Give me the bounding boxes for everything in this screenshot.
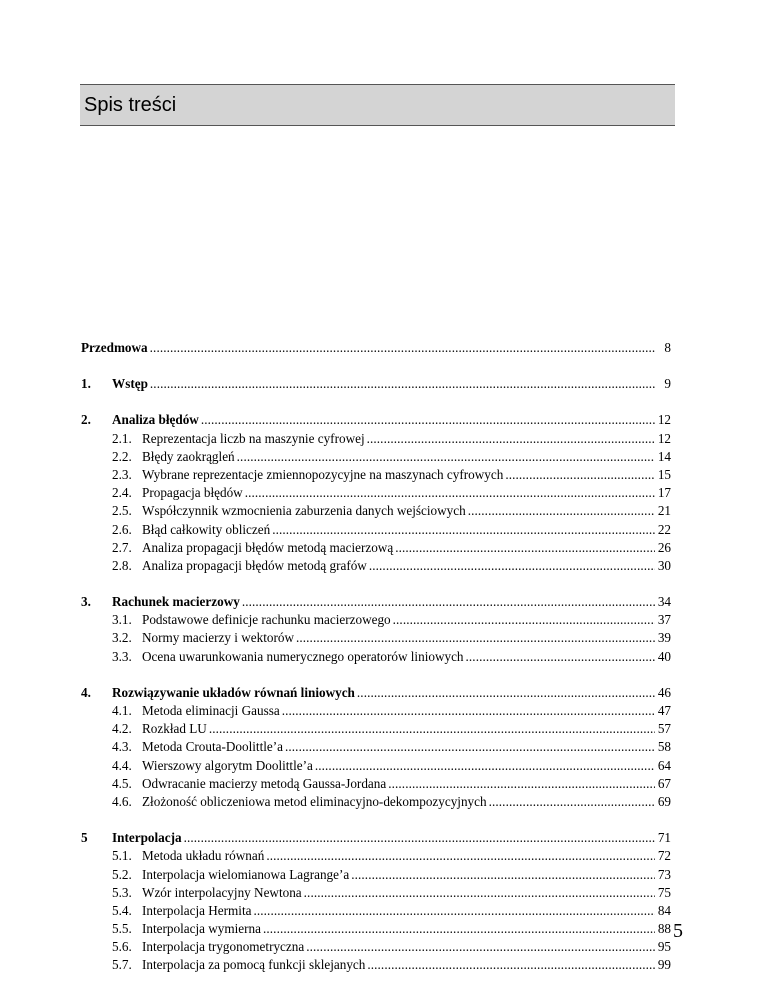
leader-dots bbox=[466, 648, 655, 666]
toc-section bbox=[112, 793, 671, 811]
leader-dots bbox=[505, 466, 655, 484]
leader-dots bbox=[266, 847, 655, 865]
toc-page-number: 12 bbox=[657, 430, 671, 446]
toc-page-number: 22 bbox=[657, 521, 671, 537]
toc-page-number: 95 bbox=[657, 939, 671, 955]
toc-section-label: Błąd całkowity obliczeń bbox=[142, 521, 271, 537]
toc-page-number: 30 bbox=[657, 557, 671, 573]
leader-dots bbox=[150, 339, 655, 357]
toc-chapter-label: Rozwiązywanie układów równań liniowych bbox=[112, 684, 355, 700]
toc-section-label: Interpolacja wielomianowa Lagrange’a bbox=[142, 866, 350, 882]
toc-page-number: 47 bbox=[657, 703, 671, 718]
toc-section-number: 4.6. bbox=[112, 793, 132, 809]
toc-section-label: Interpolacja Hermita bbox=[142, 902, 252, 918]
toc-section bbox=[112, 738, 671, 756]
toc-spacer bbox=[81, 357, 671, 375]
toc-page-number: 57 bbox=[657, 721, 671, 737]
leader-dots bbox=[369, 557, 655, 575]
leader-dots bbox=[237, 448, 655, 466]
toc-section-label: Wierszowy algorytm Doolittle’a bbox=[142, 757, 313, 773]
leader-dots bbox=[285, 738, 655, 756]
toc-section-number: 3.2. bbox=[112, 630, 132, 646]
toc-section bbox=[112, 430, 671, 448]
leader-dots bbox=[304, 884, 655, 902]
leader-dots bbox=[357, 684, 655, 702]
toc-chapter bbox=[81, 375, 671, 393]
toc-chapter-number: 1. bbox=[81, 376, 91, 392]
toc-section-number: 5.2. bbox=[112, 866, 132, 882]
toc-page-number: 40 bbox=[657, 648, 671, 664]
toc-section-label: Interpolacja trygonometryczna bbox=[142, 939, 305, 955]
toc-page-number: 39 bbox=[657, 630, 671, 646]
toc-section-label: Złożoność obliczeniowa metod eliminacyjno-dekompozycyjnych bbox=[142, 793, 487, 809]
toc-page-number: 14 bbox=[657, 448, 671, 464]
toc-chapter-label: Wstęp bbox=[112, 376, 148, 392]
leader-dots bbox=[245, 484, 655, 502]
page-number: 5 bbox=[673, 920, 683, 942]
toc-section bbox=[112, 775, 671, 793]
toc-section-number: 5.4. bbox=[112, 902, 132, 918]
toc-section bbox=[112, 847, 671, 865]
toc-section-number: 4.4. bbox=[112, 757, 132, 773]
leader-dots bbox=[468, 502, 655, 520]
toc-section-label: Analiza propagacji błędów metodą macierzową bbox=[142, 539, 394, 555]
leader-dots bbox=[150, 375, 655, 393]
leader-dots bbox=[395, 539, 655, 557]
toc-page-number: 67 bbox=[657, 775, 671, 791]
toc-section-number: 3.3. bbox=[112, 648, 132, 664]
toc-section-number: 5.1. bbox=[112, 848, 132, 864]
toc-section-number: 4.5. bbox=[112, 775, 132, 791]
toc-section-number: 4.2. bbox=[112, 721, 132, 737]
toc-section-label: Reprezentacja liczb na maszynie cyfrowej bbox=[142, 430, 365, 446]
toc-section bbox=[112, 956, 671, 974]
toc-page-number: 46 bbox=[657, 684, 671, 700]
toc-page-number: 37 bbox=[657, 612, 671, 628]
toc-page-number: 88 bbox=[657, 921, 671, 937]
leader-dots bbox=[306, 938, 655, 956]
toc-page-number: 99 bbox=[657, 957, 671, 973]
toc-chapter-number: 2. bbox=[81, 412, 91, 428]
toc-section-number: 2.5. bbox=[112, 503, 132, 519]
toc-section-label: Metoda układu równań bbox=[142, 848, 265, 864]
leader-dots bbox=[201, 411, 655, 429]
toc-section-label: Wybrane reprezentacje zmiennopozycyjne na maszynach cyfrowych bbox=[142, 466, 504, 482]
toc-section-number: 3.1. bbox=[112, 612, 132, 628]
toc-page-number: 8 bbox=[664, 340, 671, 355]
toc-section-number: 2.8. bbox=[112, 557, 132, 573]
toc-section-label: Podstawowe definicje rachunku macierzowego bbox=[142, 612, 391, 628]
toc-section-label: Interpolacja wymierna bbox=[142, 921, 261, 937]
toc-section-label: Błędy zaokrągleń bbox=[142, 448, 235, 464]
toc-section bbox=[112, 920, 671, 938]
toc-section-label: Normy macierzy i wektorów bbox=[142, 630, 294, 646]
toc-section-label: Analiza propagacji błędów metodą grafów bbox=[142, 557, 367, 573]
toc-chapter bbox=[81, 829, 671, 847]
toc-page-number: 15 bbox=[657, 466, 671, 482]
toc-section-label: Wzór interpolacyjny Newtona bbox=[142, 884, 302, 900]
toc-section-number: 5.7. bbox=[112, 957, 132, 973]
leader-dots bbox=[367, 430, 655, 448]
toc-section bbox=[112, 502, 671, 520]
toc-section-number: 2.2. bbox=[112, 448, 132, 464]
leader-dots bbox=[282, 702, 655, 720]
toc-section bbox=[112, 448, 671, 466]
toc-section-number: 2.3. bbox=[112, 466, 132, 482]
toc-section bbox=[112, 521, 671, 539]
toc-entry-label: Przedmowa bbox=[81, 340, 148, 355]
leader-dots bbox=[263, 920, 655, 938]
leader-dots bbox=[209, 720, 655, 738]
toc-chapter-number: 5 bbox=[81, 830, 88, 846]
toc-page-number: 26 bbox=[657, 539, 671, 555]
leader-dots bbox=[351, 866, 655, 884]
toc-page-number: 9 bbox=[664, 376, 671, 392]
toc-section bbox=[112, 884, 671, 902]
toc-page-number: 17 bbox=[657, 485, 671, 501]
toc-section bbox=[112, 484, 671, 502]
toc-section bbox=[112, 648, 671, 666]
leader-dots bbox=[393, 611, 655, 629]
toc-section-number: 4.3. bbox=[112, 739, 132, 755]
toc-chapter bbox=[81, 593, 671, 611]
toc-section-number: 5.5. bbox=[112, 921, 132, 937]
leader-dots bbox=[296, 629, 655, 647]
toc-chapter bbox=[81, 684, 671, 702]
toc-section bbox=[112, 539, 671, 557]
toc-section bbox=[112, 720, 671, 738]
toc-page-number: 58 bbox=[657, 739, 671, 755]
toc-section-number: 2.7. bbox=[112, 539, 132, 555]
toc-section bbox=[112, 629, 671, 647]
toc-chapter-label: Interpolacja bbox=[112, 830, 182, 846]
toc-section-number: 4.1. bbox=[112, 703, 132, 718]
toc-section bbox=[112, 902, 671, 920]
toc-section-label: Odwracanie macierzy metodą Gaussa-Jordana bbox=[142, 775, 387, 791]
leader-dots bbox=[367, 956, 655, 974]
toc-spacer bbox=[81, 575, 671, 593]
toc-page-number: 84 bbox=[657, 902, 671, 918]
toc-page-number: 34 bbox=[657, 594, 671, 610]
leader-dots bbox=[315, 757, 655, 775]
toc-page-number: 12 bbox=[657, 412, 671, 428]
toc-section-number: 2.4. bbox=[112, 485, 132, 501]
toc-chapter-label: Rachunek macierzowy bbox=[112, 594, 240, 610]
leader-dots bbox=[184, 829, 655, 847]
toc-section bbox=[112, 557, 671, 575]
toc-section-label: Współczynnik wzmocnienia zaburzenia danych wejściowych bbox=[142, 503, 466, 519]
toc-section-number: 2.6. bbox=[112, 521, 132, 537]
toc-section-label: Rozkład LU bbox=[142, 721, 207, 737]
table-of-contents bbox=[81, 339, 671, 975]
toc-section-label: Interpolacja za pomocą funkcji sklejanych bbox=[142, 957, 366, 973]
toc-spacer bbox=[81, 811, 671, 829]
toc-section bbox=[112, 702, 671, 720]
toc-section-label: Metoda Crouta-Doolittle’a bbox=[142, 739, 283, 755]
toc-section-label: Ocena uwarunkowania numerycznego operatorów liniowych bbox=[142, 648, 464, 664]
leader-dots bbox=[242, 593, 655, 611]
toc-preface bbox=[81, 339, 671, 357]
toc-section-number: 2.1. bbox=[112, 430, 132, 446]
toc-section bbox=[112, 757, 671, 775]
toc-chapter-number: 4. bbox=[81, 684, 91, 700]
toc-page-number: 72 bbox=[657, 848, 671, 864]
toc-spacer bbox=[81, 666, 671, 684]
toc-chapter-number: 3. bbox=[81, 594, 91, 610]
leader-dots bbox=[489, 793, 655, 811]
leader-dots bbox=[388, 775, 655, 793]
toc-section bbox=[112, 466, 671, 484]
toc-section bbox=[112, 866, 671, 884]
toc-section-label: Metoda eliminacji Gaussa bbox=[142, 703, 280, 718]
leader-dots bbox=[272, 521, 655, 539]
leader-dots bbox=[253, 902, 655, 920]
toc-section bbox=[112, 611, 671, 629]
toc-section bbox=[112, 938, 671, 956]
toc-page-number: 73 bbox=[657, 866, 671, 882]
toc-section-label: Propagacja błędów bbox=[142, 485, 243, 501]
page-title: Spis treści bbox=[84, 94, 177, 116]
toc-chapter-label: Analiza błędów bbox=[112, 412, 199, 428]
title-band bbox=[80, 84, 675, 126]
toc-section-number: 5.3. bbox=[112, 884, 132, 900]
toc-page-number: 69 bbox=[657, 793, 671, 809]
toc-page-number: 21 bbox=[657, 503, 671, 519]
toc-section-number: 5.6. bbox=[112, 939, 132, 955]
toc-chapter bbox=[81, 411, 671, 429]
toc-page-number: 64 bbox=[657, 757, 671, 773]
toc-page-number: 71 bbox=[657, 830, 671, 846]
toc-spacer bbox=[81, 393, 671, 411]
toc-page-number: 75 bbox=[657, 884, 671, 900]
